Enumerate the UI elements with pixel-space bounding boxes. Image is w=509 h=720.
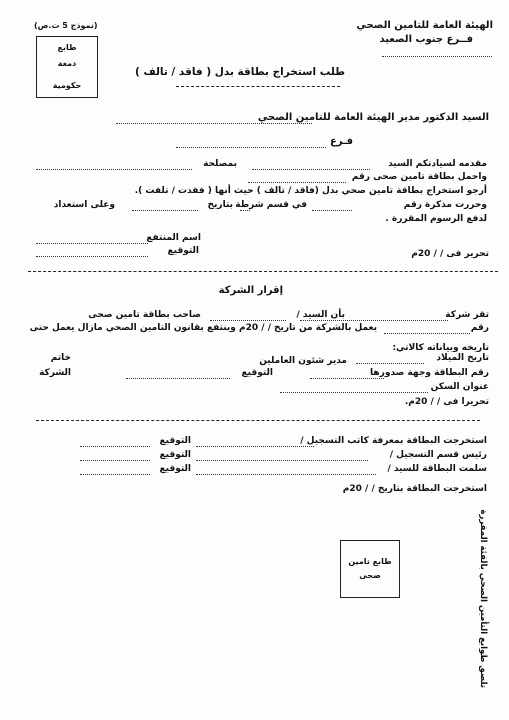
mr-label: بأن السيد / — [296, 310, 345, 320]
report-date-blank[interactable] — [132, 210, 198, 211]
employment-statement: / / 20م وينتفع بقانون التامين الصحي مازال يعمل حتى — [29, 323, 271, 333]
stamp-line-1: طابع — [57, 43, 77, 52]
seal-label: خاتم — [50, 353, 71, 363]
issue-date: استخرجت البطاقة بتاريخ / / 20م — [342, 484, 487, 494]
insurance-stamp-box — [340, 540, 400, 598]
signature-label: التوقيع — [167, 246, 199, 256]
head-signature-label: التوقيع — [159, 450, 191, 460]
beneficiary-label: اسم المنتفع — [146, 233, 201, 243]
addressee-line: السيد الدكتور مدير الهيئة العامة للتامين الصحي — [257, 112, 489, 123]
card-holder-label: صاحب بطاقة تامين صحى — [88, 310, 201, 320]
company-signature-label: التوقيع — [241, 368, 273, 378]
insurance-stamp-line-1: طابع تامين — [348, 557, 392, 566]
company-heading: إقرار الشركة — [218, 285, 283, 296]
stamp-line-2: دمغة — [57, 59, 77, 68]
form-code: (نموذج 5 ت.ص) — [34, 21, 98, 30]
card-issue-blank[interactable] — [310, 378, 384, 379]
clerk-signature-label: التوقيع — [159, 436, 191, 446]
section-separator-1 — [28, 271, 498, 272]
form-title: طلب استخراج بطاقة بدل ( فاقد / تالف ) — [134, 66, 345, 78]
employed-since-label: يعمل بالشركة من تاريخ — [274, 323, 377, 333]
recipient-signature-blank[interactable] — [80, 474, 150, 475]
branch-underline — [382, 56, 492, 57]
ready-label: وعلى استعداد — [53, 200, 115, 210]
delivered-to-label: سلمت البطاقة للسيد / — [387, 464, 487, 474]
submitter-label: مقدمه لسيادتكم السيد — [388, 159, 487, 169]
revenue-stamp-box — [36, 36, 98, 98]
issued-by-clerk-label: استخرجت البطاقة بمعرفة كاتب التسجيل / — [300, 436, 487, 446]
birth-date-blank[interactable] — [356, 363, 424, 364]
signature-blank[interactable] — [36, 256, 148, 257]
company-label: الشركة — [39, 368, 71, 378]
report-date-label: بتاريخ — [207, 200, 233, 210]
branch-blank[interactable] — [176, 147, 326, 148]
card-number-label: واحمل بطاقة تامين صحى رقم — [351, 172, 487, 182]
registration-head-blank[interactable] — [196, 460, 368, 461]
report-number-label: وحررت مذكرة رقم — [403, 200, 487, 210]
title-underline — [176, 86, 340, 87]
request-date: تحرير فى / / 20م — [411, 249, 489, 259]
beneficiary-blank[interactable] — [36, 243, 148, 244]
card-issue-label: رقم البطاقة وجهة صدورها — [370, 368, 489, 378]
employee-number-blank[interactable] — [384, 333, 470, 334]
recipient-signature-label: التوقيع — [159, 464, 191, 474]
department-blank[interactable] — [36, 169, 192, 170]
addressee-blank[interactable] — [116, 123, 312, 124]
clerk-name-blank[interactable] — [196, 446, 314, 447]
department-label: بمصلحة — [203, 159, 237, 169]
birth-date-label: تاريخ الميلاد — [436, 353, 489, 363]
branch-name: فــرع جنوب الصعيد — [379, 34, 473, 45]
address-blank[interactable] — [280, 392, 428, 393]
police-station-blank[interactable] — [240, 210, 250, 211]
card-number-blank[interactable] — [248, 182, 346, 183]
employee-number-label: رقم — [470, 323, 489, 333]
submitter-name-blank[interactable] — [252, 169, 370, 170]
request-sentence: أرجو استخراج بطاقة تامين صحي بدل (فاقد / تالف ) حيث أنها ( فقدت / تلفت ). — [134, 186, 487, 196]
clerk-signature-blank[interactable] — [80, 446, 150, 447]
section-separator-2 — [36, 420, 480, 421]
employee-name-blank[interactable] — [210, 320, 286, 321]
address-label: عنوان السكن — [430, 382, 489, 392]
stamp-line-3: حكومية — [52, 81, 82, 90]
registration-head-label: رئيس قسم التسجيل / — [389, 450, 487, 460]
stamps-side-note: تلصق طوابع التأمين الصحي بالفئة المقررة — [478, 509, 488, 688]
org-name: الهيئة العامة للتامين الصحي — [356, 20, 493, 31]
hr-manager-label: مدير شئون العاملين — [259, 356, 347, 366]
company-date: تحريرا فى / / 20م. — [404, 397, 489, 407]
company-name-label: تقر شركة — [445, 310, 489, 320]
police-station-label: في قسم شرطة — [235, 200, 307, 210]
details-heading: تاريخه وبياناته كالاتي: — [392, 343, 489, 353]
delivered-to-blank[interactable] — [196, 474, 376, 475]
fees-line: لدفع الرسوم المقررة . — [385, 214, 487, 224]
head-signature-blank[interactable] — [80, 460, 150, 461]
branch-label: فـرع — [329, 136, 353, 147]
company-signature-blank[interactable] — [126, 378, 230, 379]
insurance-stamp-line-2: صحى — [359, 571, 381, 580]
report-number-blank[interactable] — [312, 210, 352, 211]
